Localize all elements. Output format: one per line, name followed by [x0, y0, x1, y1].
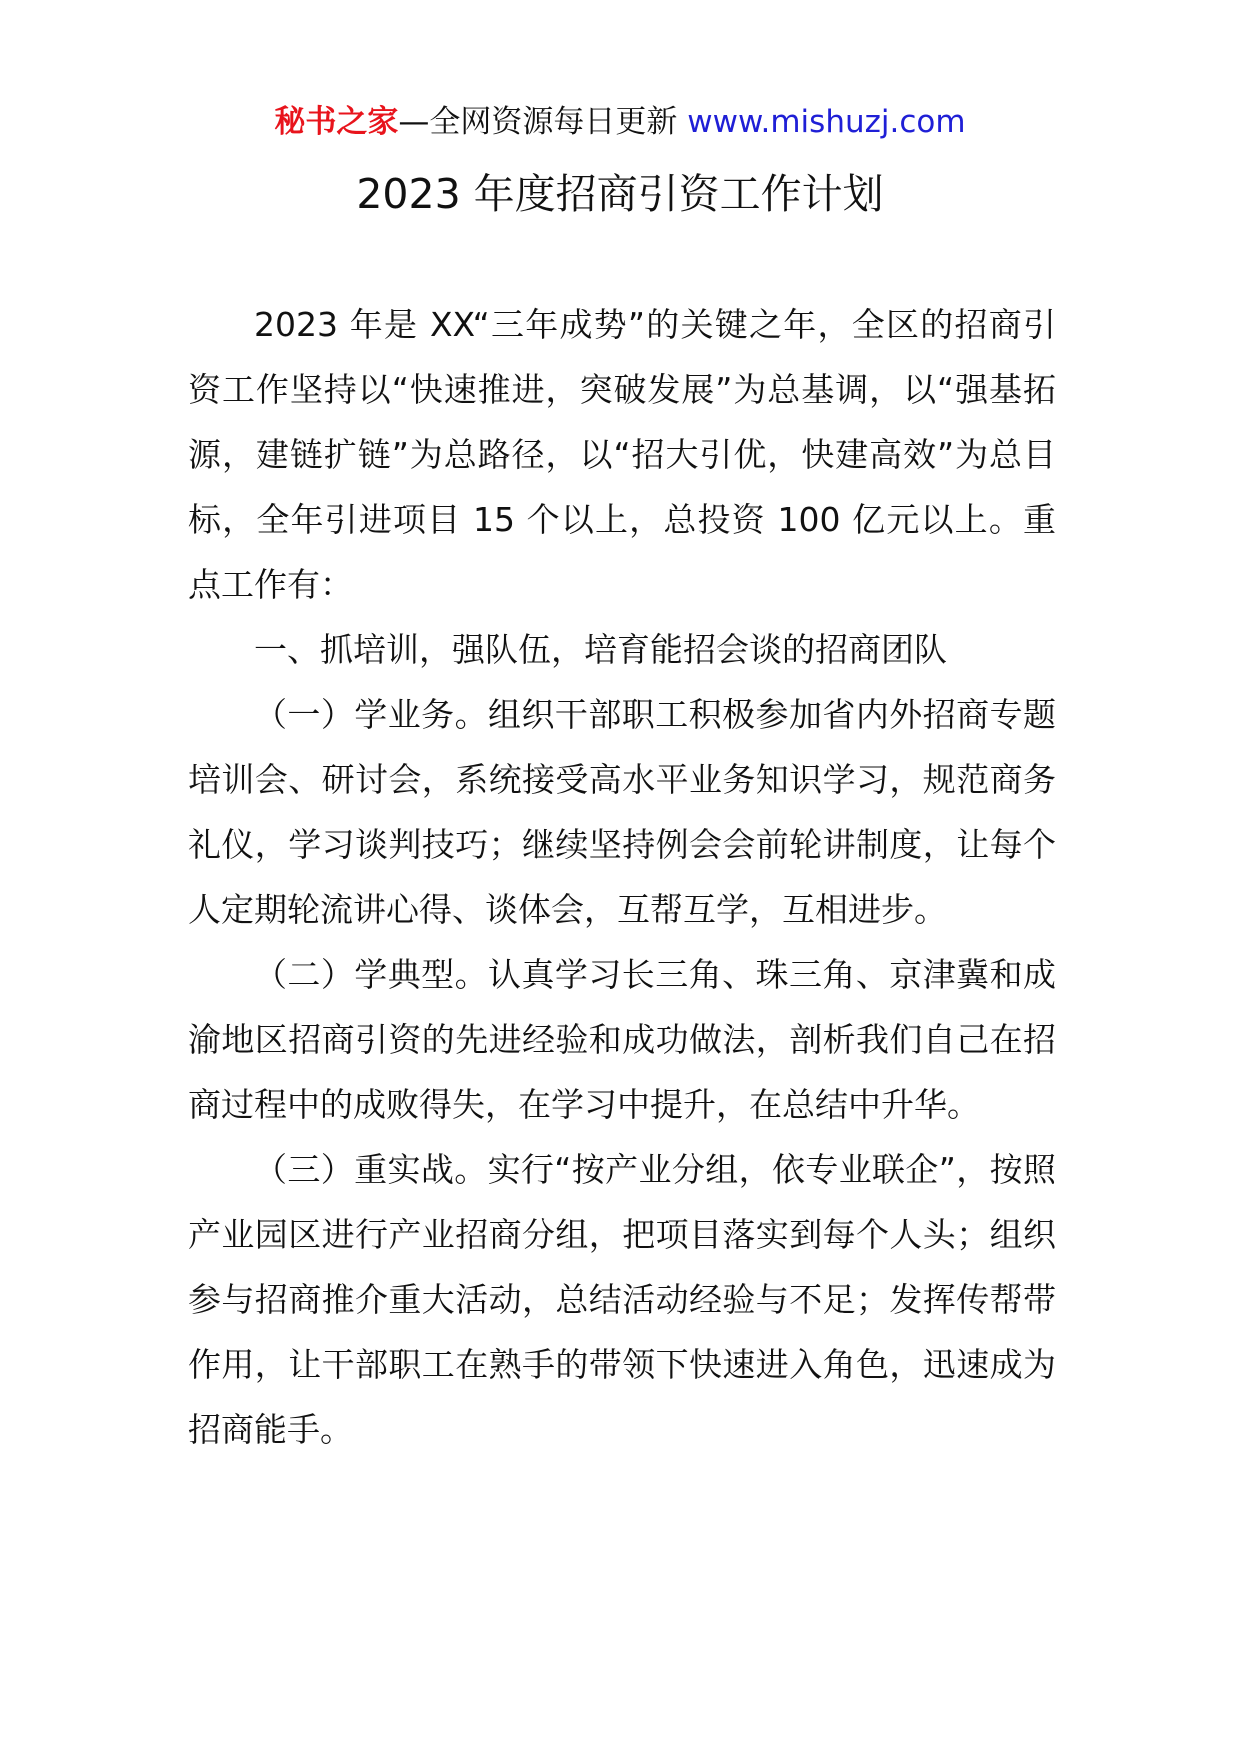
- document-body: [188, 292, 1056, 1462]
- site-url-link[interactable]: www.mishuzj.com: [687, 104, 966, 140]
- header-banner: [0, 100, 1240, 144]
- header-tagline: —全网资源每日更新: [398, 104, 688, 140]
- document-title: 2023 年度招商引资工作计划: [356, 170, 884, 218]
- brand-name: 秘书之家: [274, 104, 399, 140]
- section-heading: 一、抓培训，强队伍，培育能招会谈的招商团队: [254, 630, 947, 669]
- paragraph-study-business: （一）学业务。组织干部职工积极参加省内外招商专题培训会、研讨会，系统接受高水平业务知识学习，规范商务礼仪，学习谈判技巧；继续坚持例会会前轮讲制度，让每个人定期轮流讲心得、谈体会，互帮互学，互相进步。: [188, 695, 1056, 929]
- paragraph-study-models: （二）学典型。认真学习长三角、珠三角、京津冀和成渝地区招商引资的先进经验和成功做法，剖析我们自己在招商过程中的成败得失，在学习中提升，在总结中升华。: [188, 955, 1056, 1124]
- paragraph-practice: （三）重实战。实行“按产业分组，依专业联企”，按照产业园区进行产业招商分组，把项目落实到每个人头；组织参与招商推介重大活动，总结活动经验与不足；发挥传帮带作用，让干部职工在熟手的带领下快速进入角色，迅速成为招商能手。: [188, 1150, 1056, 1449]
- intro-paragraph: 2023 年是 XX“三年成势”的关键之年，全区的招商引资工作坚持以“快速推进，突破发展”为总基调，以“强基拓源，建链扩链”为总路径，以“招大引优，快建高效”为总目标，全年引进项目 15 个以上，总投资 100 亿元以上。重点工作有：: [188, 305, 1056, 604]
